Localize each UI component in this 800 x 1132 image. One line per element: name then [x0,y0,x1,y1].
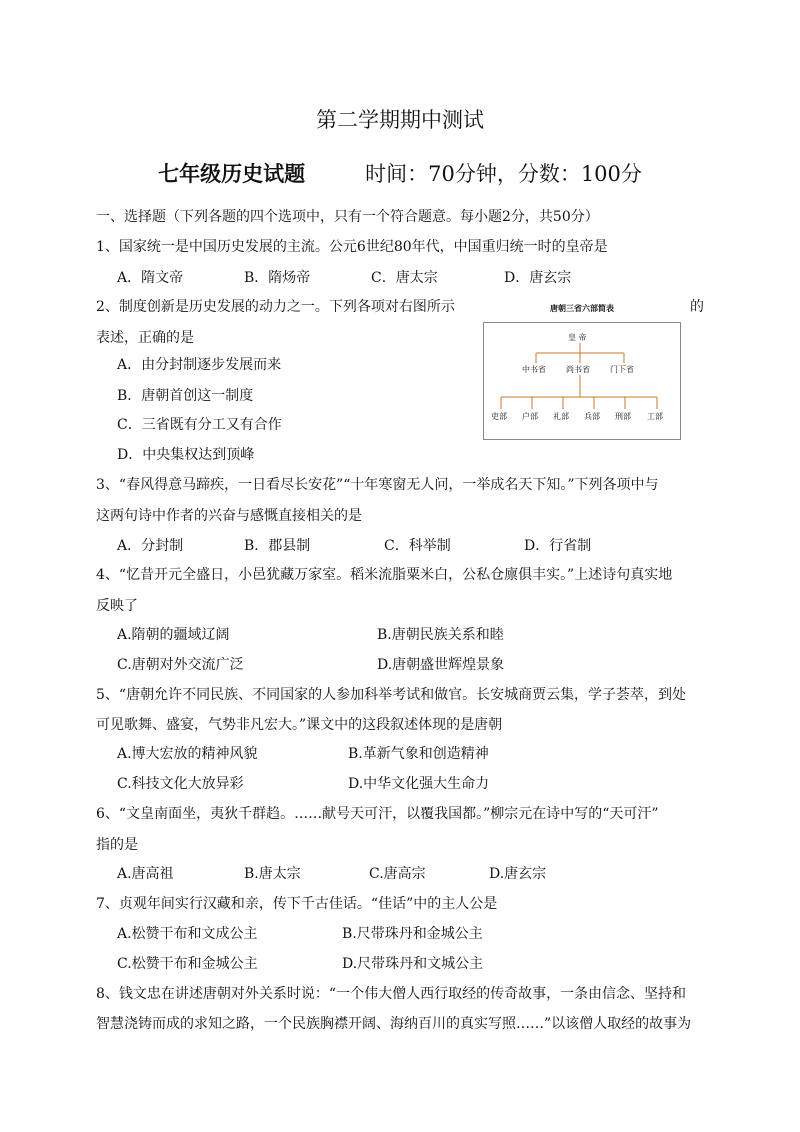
q6-option-a: A.唐高祖 [117,866,174,882]
q1-option-a: A．隋文帝 [117,270,184,286]
diagram-title: 唐朝三省六部简表 [550,303,614,313]
question-7-stem: 7、贞观年间实行汉藏和亲，传下千古佳话。“佳话”中的主人公是 [96,896,498,912]
q2-option-a: A．由分封制逐步发展而来 [117,357,282,373]
question-4-stem-a: 4、“忆昔开元全盛日，小邑犹藏万家室。稻米流脂粟米白，公私仓廪俱丰实。”上述诗句真实地 [96,567,673,583]
question-6-stem-b: 指的是 [96,837,138,853]
question-2-stem-a: 2、制度创新是历史发展的动力之一。下列各项对右图所示 [96,299,455,315]
question-1-stem: 1、国家统一是中国历史发展的主流。公元6世纪80年代，中国重归统一时的皇帝是 [96,239,608,255]
q2-option-b: B．唐朝首创这一制度 [117,388,254,404]
q7-option-d: D.尺带珠丹和文城公主 [342,956,484,972]
diagram-province-2: 尚书省 [566,365,590,374]
q3-option-c: C．科举制 [384,538,451,554]
question-8-stem-b: 智慧浇铸而成的求知之路，一个民族胸襟开阔、海纳百川的真实写照……”以该僧人取经的故事为 [96,1016,692,1032]
diagram-ministry-4: 兵部 [584,412,600,421]
question-5-stem-a: 5、“唐朝允许不同民族、不同国家的人参加科举考试和做官。长安城商贾云集，学子荟萃，到处 [96,687,687,703]
three-provinces-diagram [483,296,681,440]
q5-option-a: A.博大宏放的精神风貌 [117,746,258,762]
q5-option-d: D.中华文化强大生命力 [348,776,490,792]
diagram-ministry-6: 工部 [647,412,663,421]
diagram-ministry-3: 礼部 [553,412,569,421]
q4-option-c: C.唐朝对外交流广泛 [117,657,244,673]
q4-option-d: D.唐朝盛世辉煌景象 [377,657,505,673]
question-4-stem-b: 反映了 [96,598,138,614]
question-5-stem-b: 可见歌舞、盛宴，气势非凡宏大。”课文中的这段叙述体现的是唐朝 [96,717,503,733]
diagram-ministry-1: 吏部 [491,412,507,421]
exam-title: 第二学期期中测试 [316,108,484,132]
question-2-stem-b: 表述，正确的是 [96,330,194,346]
q4-option-a: A.隋朝的疆域辽阔 [117,627,230,643]
q3-option-d: D．行省制 [524,538,592,554]
q7-option-b: B.尺带珠丹和金城公主 [342,926,483,942]
q6-option-c: C.唐高宗 [369,866,426,882]
question-8-stem-a: 8、钱文忠在讲述唐朝对外关系时说：“一个伟大僧人西行取经的传奇故事，一条由信念、坚持和 [96,986,687,1002]
diagram-province-3: 门下省 [610,365,634,374]
q5-option-c: C.科技文化大放异彩 [117,776,244,792]
diagram-ministry-2: 户部 [522,412,538,421]
q3-option-a: A．分封制 [117,538,184,554]
diagram-frame [483,322,681,440]
q5-option-b: B.革新气象和创造精神 [348,746,489,762]
q7-option-a: A.松赞干布和文成公主 [117,926,258,942]
diagram-province-1: 中书省 [522,365,546,374]
section-heading: 一、选择题（下列各题的四个选项中，只有一个符合题意。每小题2分，共50分） [96,209,599,225]
subject-title: 七年级历史试题 [158,161,306,186]
q3-option-b: B．郡县制 [244,538,311,554]
q6-option-b: B.唐太宗 [244,866,301,882]
q6-option-d: D.唐玄宗 [489,866,547,882]
q2-option-c: C．三省既有分工又有合作 [117,417,282,433]
question-2-stem-tail: 的 [690,299,704,315]
q1-option-d: D．唐玄宗 [504,270,572,286]
diagram-ministry-5: 刑部 [615,412,631,421]
q1-option-c: C．唐太宗 [371,270,438,286]
question-6-stem-a: 6、“文皇南面坐，夷狄千群趋。……献号天可汗，以覆我国都。”柳宗元在诗中写的“天可汗” [96,806,659,822]
question-3-stem-a: 3、“春风得意马蹄疾，一日看尽长安花”“十年寒窗无人问，一举成名天下知。”下列各项中与 [96,477,659,493]
q7-option-c: C.松赞干布和金城公主 [117,956,258,972]
q4-option-b: B.唐朝民族关系和睦 [377,627,504,643]
q2-option-d: D．中央集权达到顶峰 [117,447,255,463]
diagram-emperor: 皇 帝 [568,333,587,342]
time-score: 时间：70分钟，分数：100分 [365,162,642,186]
q1-option-b: B．隋炀帝 [244,270,311,286]
exam-subtitle [0,158,800,188]
question-3-stem-b: 这两句诗中作者的兴奋与感慨直接相关的是 [96,508,362,524]
